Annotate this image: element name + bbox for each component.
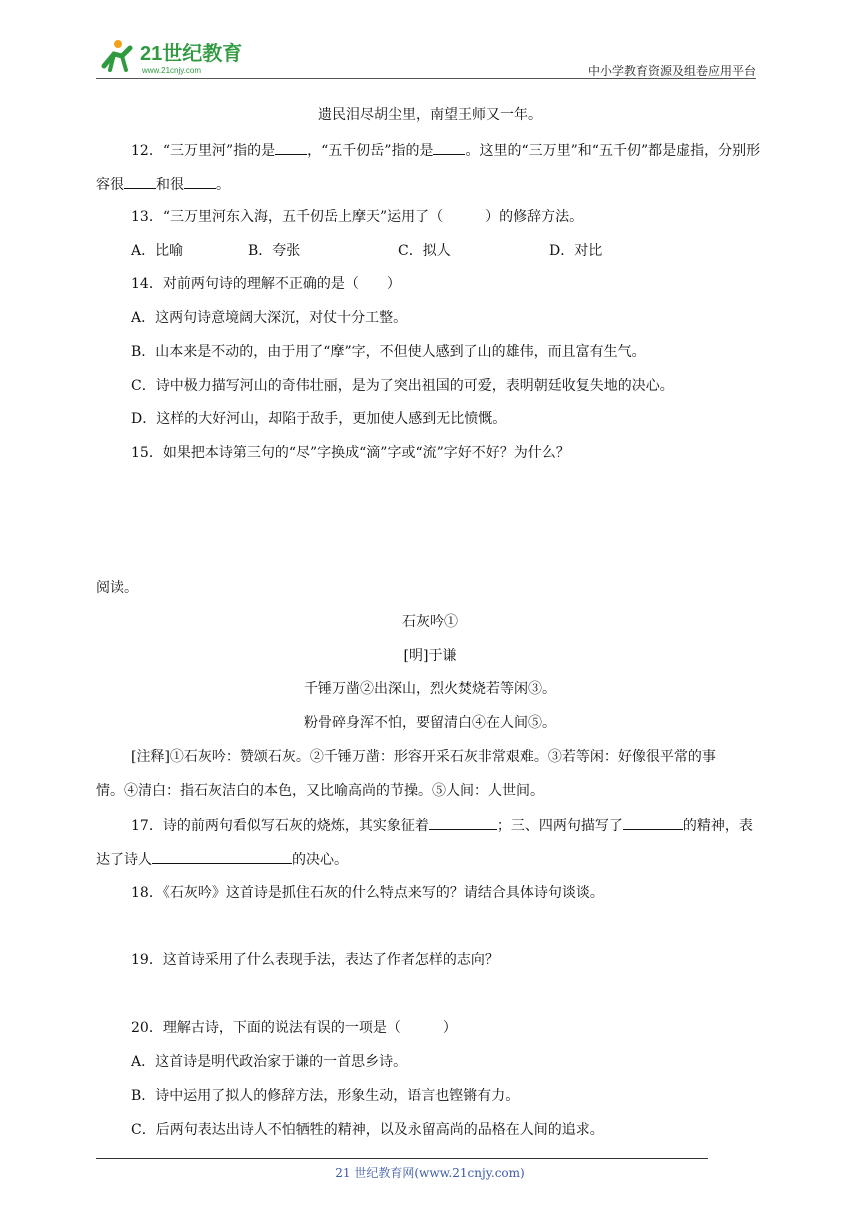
question-18: 18．《石灰吟》这首诗是抓住石灰的什么特点来写的？请结合具体诗句谈谈。 xyxy=(131,885,604,901)
answer-blank[interactable] xyxy=(623,815,683,830)
question-17-line1: 17．诗的前两句看似写石灰的烧炼，其实象征着 ；三、四两句描写了 的精神，表 xyxy=(131,815,753,836)
question-13-option-c: C．拟人 xyxy=(398,243,451,259)
question-13-option-d: D．对比 xyxy=(549,243,603,259)
answer-blank[interactable] xyxy=(152,849,292,864)
question-14-option-c: C．诗中极力描写河山的奇伟壮丽，是为了突出祖国的可爱，表明朝廷收复失地的决心。 xyxy=(131,378,674,394)
platform-name: 中小学教育资源及组卷应用平台 xyxy=(587,64,756,78)
reading-label: 阅读。 xyxy=(96,580,138,596)
header-divider xyxy=(96,78,756,79)
answer-blank[interactable] xyxy=(184,174,216,189)
question-13-option-b: B．夸张 xyxy=(248,243,301,259)
footer-text: 21 世纪教育网(www.21cnjy.com) xyxy=(335,1166,525,1180)
answer-blank[interactable] xyxy=(429,815,497,830)
logo-url: www.21cnjy.com xyxy=(142,66,201,75)
answer-blank[interactable] xyxy=(124,174,156,189)
question-13-option-a: A．比喻 xyxy=(131,243,184,259)
logo-text: 21世纪教育 xyxy=(140,43,243,65)
poem2-author: [明]于谦 xyxy=(403,648,457,664)
runner-icon xyxy=(104,40,130,70)
question-12-line2: 容很 和很 。 xyxy=(96,174,230,195)
answer-blank[interactable] xyxy=(433,140,465,155)
poem1-line: 遗民泪尽胡尘里，南望王师又一年。 xyxy=(318,107,542,123)
poem2-title: 石灰吟① xyxy=(402,614,458,630)
question-20-option-c: C．后两句表达出诗人不怕牺牲的精神，以及永留高尚的品格在人间的追求。 xyxy=(131,1122,604,1138)
question-14-option-a: A．这两句诗意境阔大深沉，对仗十分工整。 xyxy=(131,310,408,326)
answer-blank[interactable] xyxy=(275,140,307,155)
question-14-option-b: B．山本来是不动的，由于用了“摩”字，不但使人感到了山的雄伟，而且富有生气。 xyxy=(131,344,646,360)
question-14-option-d: D．这样的大好河山，却陷于敌手，更加使人感到无比愤慨。 xyxy=(131,411,507,427)
question-17-line2: 达了诗人 的决心。 xyxy=(96,849,348,870)
site-logo xyxy=(96,36,256,78)
question-20-stem: 20．理解古诗，下面的说法有误的一项是（ ） xyxy=(131,1020,457,1036)
poem2-note-line1: [注释]①石灰吟：赞颂石灰。②千锤万凿：形容开采石灰非常艰难。③若等闲：好像很平常的事 xyxy=(131,749,716,765)
poem2-line2: 粉骨碎身浑不怕，要留清白④在人间⑤。 xyxy=(304,715,556,731)
question-13-stem: 13．“三万里河东入海，五千仞岳上摩天”运用了（ ）的修辞方法。 xyxy=(131,209,584,225)
question-20-option-b: B．诗中运用了拟人的修辞方法，形象生动，语言也铿锵有力。 xyxy=(131,1088,520,1104)
question-14-stem: 14．对前两句诗的理解不正确的是（ ） xyxy=(131,276,401,292)
question-20-option-a: A．这首诗是明代政治家于谦的一首思乡诗。 xyxy=(131,1054,408,1070)
question-12-line1: 12．“三万里河”指的是 ，“五千仞岳”指的是 。这里的“三万里”和“五千仞”都是虚指，分别形 xyxy=(131,140,760,161)
question-15: 15．如果把本诗第三句的“尽”字换成“滴”字或“流”字好不好？为什么？ xyxy=(131,445,570,461)
poem2-note-line2: 情。④清白：指石灰洁白的本色，又比喻高尚的节操。⑤人间：人世间。 xyxy=(96,783,544,799)
footer-divider xyxy=(96,1158,708,1159)
question-19: 19．这首诗采用了什么表现手法，表达了作者怎样的志向？ xyxy=(131,952,499,968)
poem2-line1: 千锤万凿②出深山，烈火焚烧若等闲③。 xyxy=(304,681,556,697)
